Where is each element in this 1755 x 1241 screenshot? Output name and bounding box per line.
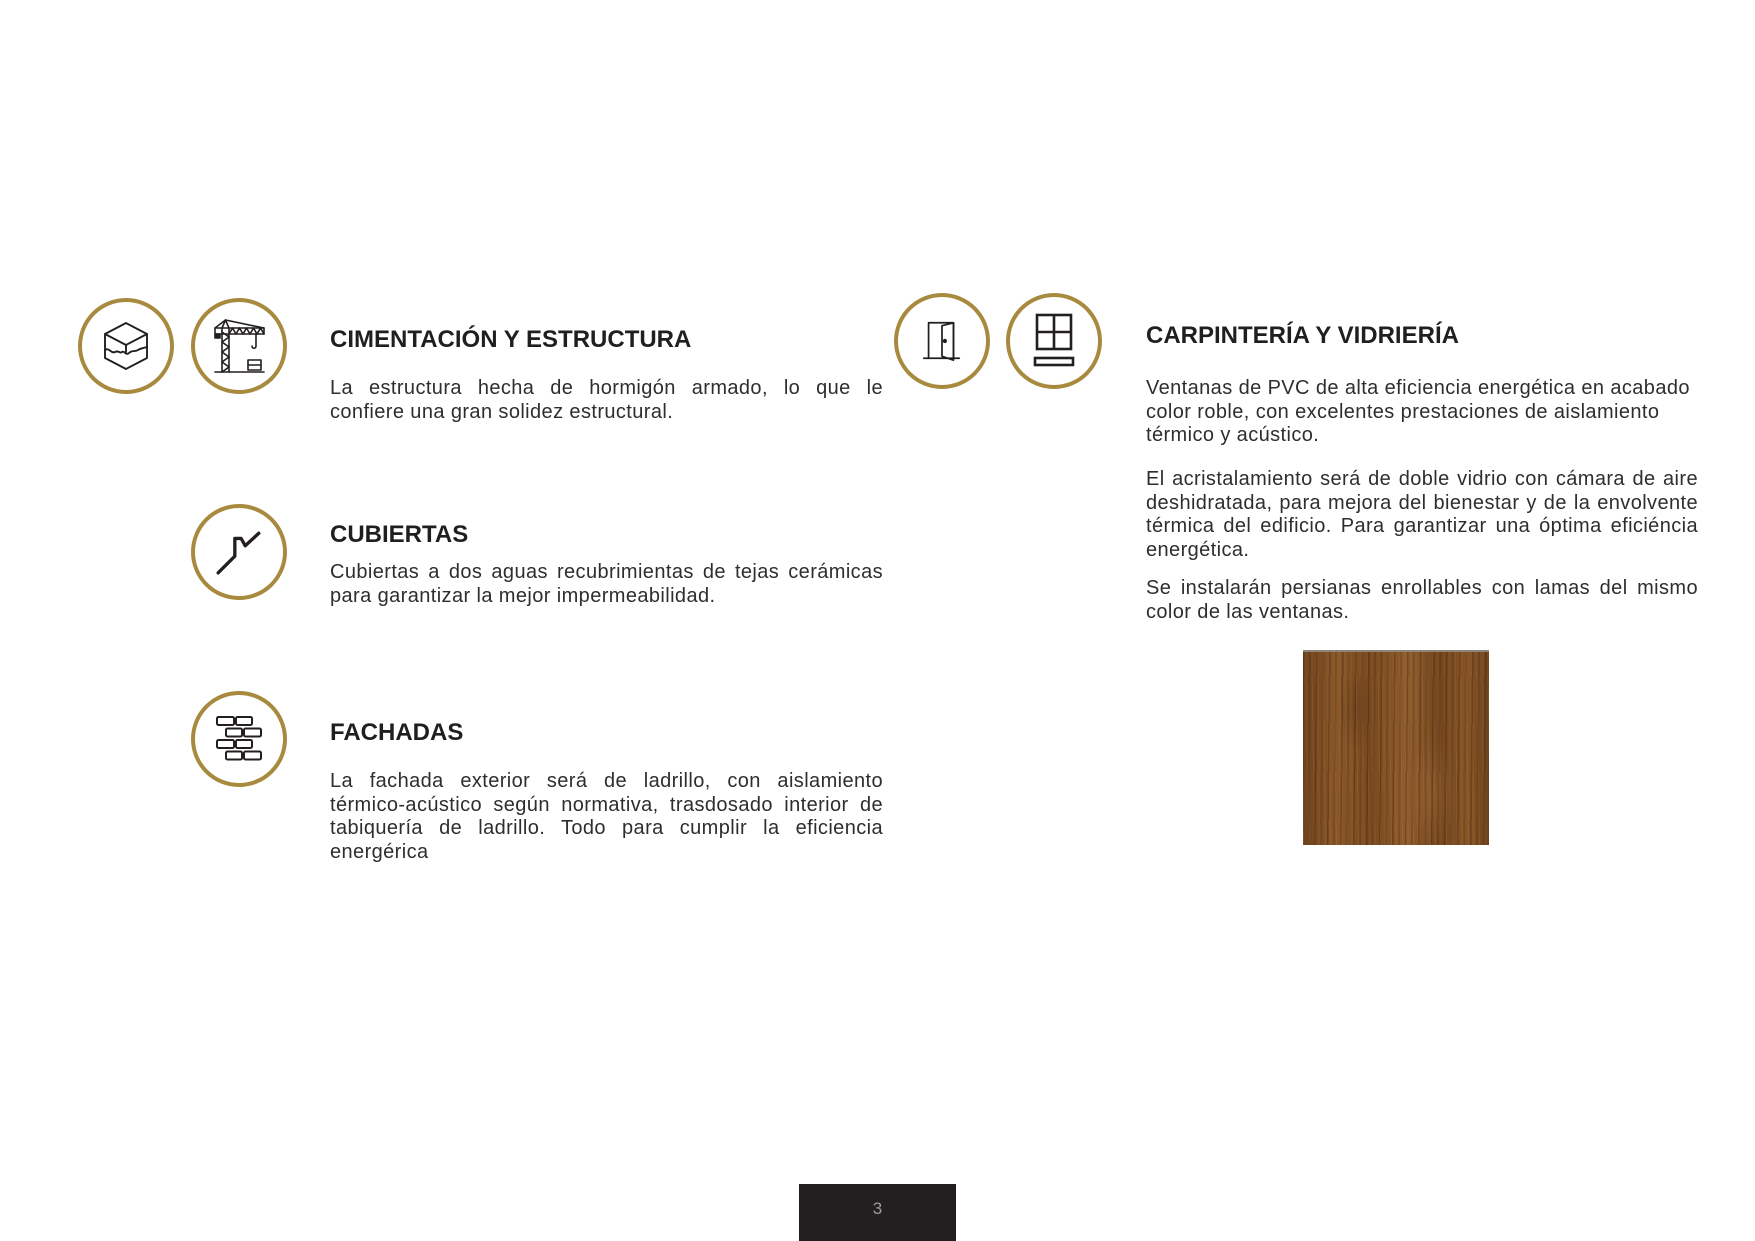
section-paragraph xyxy=(330,770,883,864)
paragraph-line: Cubiertas a dos aguas recubrimientas de tejas cerámicas xyxy=(330,561,883,583)
paragraph-line: energética. xyxy=(1146,538,1250,561)
paragraph-line: térmica del edificio. Para garantizar una óptima eficiéncia xyxy=(1146,515,1698,537)
paragraph-line: La estructura hecha de hormigón armado, lo que le xyxy=(330,377,883,399)
door-icon-badge xyxy=(894,293,990,389)
tower-crane-icon xyxy=(212,318,266,374)
tower-crane-icon-badge xyxy=(191,298,287,394)
paragraph-line: energérica xyxy=(330,840,429,863)
paragraph-line: Se instalarán persianas enrollables con lamas del mismo xyxy=(1146,577,1698,599)
window-icon xyxy=(1033,313,1075,369)
paragraph-line: tabiquería de ladrillo. Todo para cumplir la eficiencia xyxy=(330,817,883,839)
door-icon xyxy=(919,318,965,364)
section-paragraph xyxy=(1146,468,1698,562)
roof-icon xyxy=(214,527,264,577)
paragraph-line: color de las ventanas. xyxy=(1146,600,1350,623)
page-number: 3 xyxy=(872,1199,883,1218)
paragraph-line: deshidratada, para mejora del bienestar y de la envolvente xyxy=(1146,491,1698,514)
page-number-box xyxy=(799,1184,956,1241)
foundation-icon xyxy=(102,321,150,371)
paragraph-line: térmico y acústico. xyxy=(1146,424,1320,446)
paragraph-line: para garantizar la mejor impermeabilidad. xyxy=(330,584,716,607)
section-title: CIMENTACIÓN Y ESTRUCTURA xyxy=(330,326,692,353)
paragraph-line: confiere una gran solidez estructural. xyxy=(330,400,674,423)
paragraph-line: El acristalamiento será de doble vidrio con cámara de aire xyxy=(1146,468,1698,490)
paragraph-line: La fachada exterior será de ladrillo, con aislamiento xyxy=(330,770,883,792)
section-paragraph xyxy=(1146,377,1698,448)
roof-icon-badge xyxy=(191,504,287,600)
section-paragraph xyxy=(1146,577,1698,624)
window-icon-badge xyxy=(1006,293,1102,389)
paragraph-line: color roble, con excelentes prestaciones de aislamiento xyxy=(1146,400,1660,423)
paragraph-line: Ventanas de PVC de alta eficiencia energética en acabado xyxy=(1146,377,1690,399)
wood-finish-swatch xyxy=(1303,650,1489,845)
section-paragraph xyxy=(330,377,883,424)
foundation-icon-badge xyxy=(78,298,174,394)
section-title: CARPINTERÍA Y VIDRIERÍA xyxy=(1146,322,1459,349)
brick-wall-icon-badge xyxy=(191,691,287,787)
section-title: FACHADAS xyxy=(330,719,464,746)
section-title: CUBIERTAS xyxy=(330,521,469,548)
brick-wall-icon xyxy=(215,715,263,763)
paragraph-line: térmico-acústico según normativa, trasdosado interior de xyxy=(330,793,883,816)
section-paragraph xyxy=(330,561,883,608)
